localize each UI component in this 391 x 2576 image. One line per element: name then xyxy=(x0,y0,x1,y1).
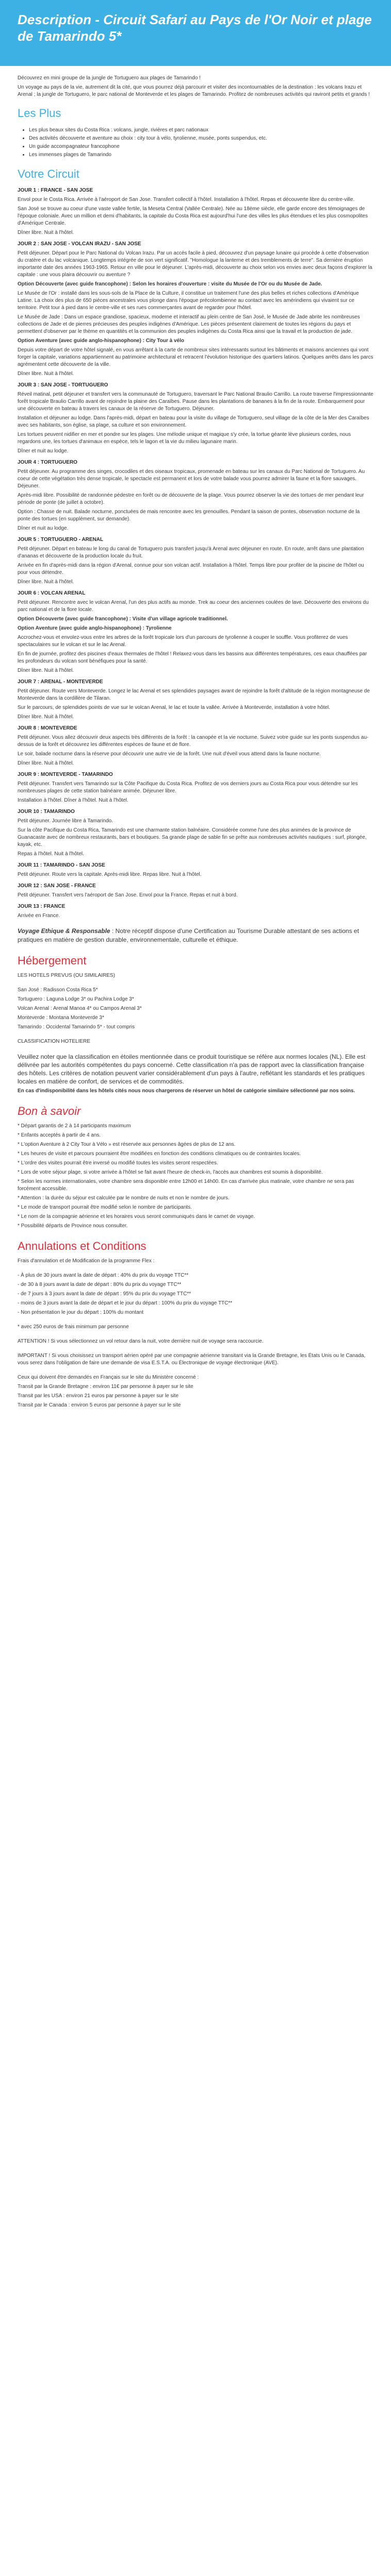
day-paragraph: Sur la côte Pacifique du Costa Rica, Tamarindo est une charmante station balnéaire. Considérée comme l'une des plus animées de la province de Guanacaste avec de nombreux restaurants, bars et boutiques. Sa grande plage de sable fin se prête aux nombreuses activités nautiques : surf, plongée, kayak, etc. xyxy=(18,827,367,848)
day-block xyxy=(18,903,373,920)
annulation-item: - de 7 jours à 3 jours avant la date de départ : 95% du prix du voyage TTC** xyxy=(18,1291,191,1297)
transit-item: Transit par la Grande Bretagne : environ 11€ par personne à payer sur le site xyxy=(18,1384,193,1389)
classification-text: Veuillez noter que la classification en étoiles mentionnée dans ce produit touristique se réfère aux normes locales (NL). Elle est délivrée par les autorités compétentes du pays concerné. Cette classification n'a pas de rapport avec la classification française des hôtels. Les critères de notation peuvent varier considérablement d'un pays à l'autre, reflétant les standards et les pratiques locales en matière de confort, de services et de commodités. xyxy=(18,1053,366,1085)
day-title: JOUR 11 : TAMARINDO - SAN JOSE xyxy=(18,862,105,868)
list-item: • Les plus beaux sites du Costa Rica : volcans, jungle, rivières et parc nationaux xyxy=(29,126,373,134)
important-text: IMPORTANT ! Si vous choisissez un transport aérien opéré par une compagnie aérienne transitant via la Grande Bretagne, les États Unis ou le Canada, vous serez dans l'obligation de faire une demande de visa E.S.T.A. ou Électronique de voyage électronique (AVE). xyxy=(18,1353,366,1366)
day-paragraph: Petit déjeuner. Rencontre avec le volcan Arenal, l'un des plus actifs au monde. Trek au coeur des anciennes coulées de lave. Découverte des environs du parc national et de la flore locale. xyxy=(18,600,369,613)
bon-savoir-item: * Possibilité départs de Province nous consulter. xyxy=(18,1223,128,1229)
bon-savoir-item: * Le nom de la compagnie aérienne et les horaires vous seront communiqués dans le carnet de voyage. xyxy=(18,1214,255,1219)
day-paragraph: Petit déjeuner. Transfert vers Tamarindo sur la Côte Pacifique du Costa Rica. Profitez de vos derniers jours au Costa Rica pour vous détendre sur les nombreuses plages de cette station balnéaire animée. Déjeuner libre. xyxy=(18,781,358,794)
list-item: • Les immenses plages de Tamarindo xyxy=(29,151,373,159)
annulations-intro: Frais d'annulation et de Modification de la programme Flex : xyxy=(18,1258,155,1264)
day-paragraph: Petit déjeuner. Départ pour le Parc National du Volcan Irazu. Par un accès facile à pied, découvrez d'un paysage lunaire qui procède à cette d'observation du cratère et du lac volcanique. Longtemps intégrée de son vert significatif. "Homologue la lanterne et des tremblements de terre". Sa dernière éruption importante date des années 1963-1965. Retour en ville pour le déjeuner. L'après-midi, découverte au choix selon vos envies avec deux façons d'explorer la capitale : une vous plaira découvrir ou aventure ? xyxy=(18,250,372,278)
bon-savoir-item: * Lors de votre séjour plage, si votre arrivée à l'hôtel se fait avant l'heure de check-in, l'accès aux chambres est soumis à disponibilité. xyxy=(18,1170,323,1175)
annulation-item: - moins de 3 jours avant la date de départ et le jour du départ : 100% du prix du voyage TTC** xyxy=(18,1300,233,1306)
day-paragraph: En fin de journée, profitez des piscines d'eaux thermales de l'hôtel ! Relaxez-vous dans les bassins aux différentes températures, ces eaux chauffées par les profondeurs du volcan sont bénéfiques pour la santé. xyxy=(18,651,367,664)
day-title: JOUR 8 : MONTEVERDE xyxy=(18,725,77,731)
day-block xyxy=(18,771,373,804)
day-title: JOUR 9 : MONTEVERDE - TAMARINDO xyxy=(18,772,113,777)
day-title: JOUR 10 : TAMARINDO xyxy=(18,809,75,815)
day-paragraph: Dîner libre. Nuit à l'hôtel. xyxy=(18,714,74,720)
day-paragraph: Option : Chasse de nuit. Balade nocturne, ponctuées de mais rencontre avec les grenouilles. Pendant la saison de pontes, observation nocturne de la ponte des tortues (en supplément, sur demande). xyxy=(18,509,360,522)
bon-savoir-item: * Selon les normes internationales, votre chambre sera disponible entre 12h00 et 14h00. En cas d'arrivée plus matinale, votre chambre ne sera pas forcément accessible. xyxy=(18,1179,354,1192)
day-option: Option Aventure (avec guide anglo-hispanophone) : Tyrolienne xyxy=(18,625,172,631)
day-block xyxy=(18,187,373,236)
day-paragraph: Le Musée de Jade : Dans un espace grandiose, spacieux, moderne et interactif au plein centre de San José, le Musée de Jade abrite les nombreuses collections de Jade et de pierres précieuses des peuples indigènes d'Amérique. Les pièces présentent clairement de toutes les régions du pays et permettent d'observer par le thème en quantités et la communion des peuples indigènes du Costa Rica ainsi que la travail et la production de jade. xyxy=(18,314,360,334)
day-title: JOUR 5 : TORTUGUERO - ARENAL xyxy=(18,537,104,543)
hotels-subheading: LES HOTELS PREVUS (OU SIMILAIRES) xyxy=(18,973,115,978)
day-block xyxy=(18,459,373,532)
list-item: • Des activités découverte et aventure au choix : city tour à vélo, tyrolienne, musée, ponts suspendus, etc. xyxy=(29,134,373,143)
classification-heading: CLASSIFICATION HOTELIERE xyxy=(18,1039,90,1044)
day-paragraph: Dîner et nuit au lodge. xyxy=(18,526,69,531)
day-paragraph: Dîner libre. Nuit à l'hôtel. xyxy=(18,760,74,766)
day-paragraph: Accrochez-vous et envolez-vous entre les arbres de la forêt tropicale lors d'un parcours de tyrolienne à couper le souffle. Vous profiterez de vues spectaculaires sur le volcan et sur le lac Arenal. xyxy=(18,635,348,648)
annulation-item: - de 30 à 8 jours avant la date de départ : 80% du prix du voyage TTC** xyxy=(18,1282,182,1287)
day-paragraph: Arrivée en fin d'après-midi dans la région d'Arenal, connue pour son volcan actif. Installation à l'hôtel. Temps libre pour profiter de la piscine de l'hôtel ou pour vous détendre. xyxy=(18,563,364,575)
voyage-ethique-text: : Notre réceptif dispose d'une Certification au Tourisme Durable attestant de ses actions et pratiques en matière de gestion durable, environnementale, culturelle et éthique. xyxy=(18,927,359,943)
bon-savoir-item: * Attention : la durée du séjour est calculée par le nombre de nuits et non le nombre de jours. xyxy=(18,1195,230,1201)
hebergement-heading: Hébergement xyxy=(18,954,87,967)
day-paragraph: Petit déjeuner. Transfert vers l'aéroport de San Jose. Envol pour la France. Repas et nuit à bord. xyxy=(18,892,238,898)
day-paragraph: Envol pour le Costa Rica. Arrivée à l'aéroport de San Jose. Transfert collectif à l'hôtel. Installation à l'hôtel. Repas et découverte libre du centre-ville. xyxy=(18,197,355,202)
day-paragraph: Petit déjeuner. Route vers Monteverde. Longez le lac Arenal et ses splendides paysages avant de rejoindre la forêt d'altitude de la région montagneuse de Monteverde dans la cordillère de Tilaran. xyxy=(18,688,370,701)
day-title: JOUR 13 : FRANCE xyxy=(18,904,66,909)
attention-text: ATTENTION ! Si vous sélectionnez un vol retour dans la nuit, votre dernière nuit de voyage sera raccourcie. xyxy=(18,1338,264,1344)
day-title: JOUR 4 : TORTUGUERO xyxy=(18,460,77,465)
day-paragraph: Petit déjeuner. Vous allez découvrir deux aspects très différents de la forêt : la canopée et la vie nocturne. Suivez votre guide sur les ponts suspendus au-dessus de la forêt et découvrez les différentes espèces de faune et de flore. xyxy=(18,735,369,748)
day-option: Option Découverte (avec guide francophone) : Selon les horaires d'ouverture : visite du Musée de l'Or ou du Musée de Jade. xyxy=(18,281,322,287)
page-title: Description - Circuit Safari au Pays de l'Or Noir et plage de Tamarindo 5* xyxy=(18,12,372,44)
hotel-item: Monteverde : Montana Monteverde 3* xyxy=(18,1015,104,1021)
day-paragraph: San José se trouve au coeur d'une vaste vallée fertile, la Meseta Central (Vallée Centrale). Née au 18ème siècle, elle garde encore des témoignages de l'époque coloniale. Avec un million et demi d'habitants, la capitale du Costa Rica est aujourd'hui l'une des villes les plus étendues et les plus cosmopolites d'Amérique Centrale. xyxy=(18,206,368,226)
day-paragraph: Sur le parcours, de splendides points de vue sur le volcan Arenal, le lac et toute la vallée. Arrivée à Monteverde, installation à votre hôtel. xyxy=(18,705,330,710)
day-paragraph: Petit déjeuner. Départ en bateau le long du canal de Tortuguero puis transfert jusqu'à Arenal avec déjeuner en route. En route, arrêt dans une plantation d'ananas et découverte de la production locale du fruit. xyxy=(18,546,364,559)
day-paragraph: Après-midi libre. Possibilité de randonnée pédestre en forêt ou de découverte de la plage. Vous pourrez observer la vie des tortues de mer pendant leur période de ponte (de juillet à octobre). xyxy=(18,493,364,505)
transit-item: Transit par le Canada : environ 5 euros par personne à payer sur le site xyxy=(18,1402,181,1408)
day-block xyxy=(18,536,373,586)
day-title: JOUR 7 : ARENAL - MONTEVERDE xyxy=(18,679,103,685)
circuit-heading: Votre Circuit xyxy=(18,167,79,180)
day-block xyxy=(18,679,373,721)
day-block xyxy=(18,862,373,878)
hotel-item: Volcan Arenal : Arenal Manoa 4* ou Campos Arenal 3* xyxy=(18,1006,142,1011)
day-paragraph: Installation et déjeuner au lodge. Dans l'après-midi, départ en bateau pour la visite du village de Tortuguero, seul village de la côte de la Mer des Caraïbes avec ses habitants, son église, sa plage, sa culture et son environnement. xyxy=(18,415,369,428)
day-paragraph: Arrivée en France. xyxy=(18,913,60,919)
hotel-item: Tortuguero : Laguna Lodge 3* ou Pachira Lodge 3* xyxy=(18,996,134,1002)
day-paragraph: Dîner libre. Nuit à l'hôtel. xyxy=(18,579,74,585)
bon-savoir-item: * Le mode de transport pourrait être modifié selon le nombre de participants. xyxy=(18,1205,192,1210)
day-title: JOUR 2 : SAN JOSE - VOLCAN IRAZU - SAN JOSE xyxy=(18,241,141,247)
day-paragraph: Dîner libre. Nuit à l'hôtel. xyxy=(18,230,74,235)
day-paragraph: Installation à l'hôtel. Dîner à l'hôtel. Nuit à l'hôtel. xyxy=(18,798,128,803)
bon-savoir-item: * Les heures de visite et parcours pourraient être modifiées en fonction des conditions climatiques ou de contraintes locales. xyxy=(18,1151,301,1157)
header-banner xyxy=(0,0,391,66)
day-option: Option Découverte (avec guide francophone) : Visite d'un village agricole traditionnel. xyxy=(18,616,228,622)
day-block xyxy=(18,808,373,858)
day-option: Option Aventure (avec guide anglo-hispanophone) : City Tour à vélo xyxy=(18,338,184,344)
bon-savoir-item: * L'ordre des visites pourrait être inversé ou modifié toutes les visites seront respectées. xyxy=(18,1160,218,1166)
day-paragraph: Dîner et nuit au lodge. xyxy=(18,448,69,454)
day-paragraph: Dîner libre. Nuit à l'hôtel. xyxy=(18,371,74,377)
intro-paragraph: Un voyage au pays de la vie, autrement dit la cité, que vous pourrez déjà parcourir et visiter des incontournables de la destination : les volcans Irazu et Arenal ; la jungle de Tortuguero, le parc national de Monteverde et les plages de Tamarindo. Profitez de nombreuses activités qui raviront petits et grands ! xyxy=(18,84,370,97)
plus-list xyxy=(18,126,373,159)
day-paragraph: Repas à l'hôtel. Nuit à l'hôtel. xyxy=(18,851,84,857)
transit-item: Transit par les USA : environ 21 euros par personne à payer sur le site xyxy=(18,1393,179,1399)
intro-paragraph: Découvrez en mini groupe de la jungle de Tortuguero aux plages de Tamarindo ! xyxy=(18,75,201,81)
day-paragraph: Réveil matinal, petit déjeuner et transfert vers la communauté de Tortuguero, traversant le Parc National Braulio Carrillo. La route traverse l'impressionnante forêt tropicale Braulio Carrillo avant de rejoindre la plaine des Caraïbes. Pause dans les plantations de bananes à la fin de la route. Embarquement pour une découverte en bateau à travers les canaux de la réserve de Tortuguero. Déjeuner. xyxy=(18,392,373,412)
day-paragraph: Dîner libre. Nuit à l'hôtel. xyxy=(18,668,74,673)
bon-savoir-item: * Enfants acceptés à partir de 4 ans. xyxy=(18,1132,101,1138)
intro-section xyxy=(18,75,373,98)
day-paragraph: Petit déjeuner. Au programme des singes, crocodiles et des oiseaux tropicaux, promenade en bateau sur les canaux du Parc National de Tortuguero. Au coeur de cette végétation très dense tropicale, le spectacle est permanent et lors de votre balade vous pourrez admirer la faune et la flore sauvages. Déjeuner. xyxy=(18,469,365,489)
plus-heading: Les Plus xyxy=(18,107,61,120)
hotel-item: Tamarindo : Occidental Tamarindo 5* - tout compris xyxy=(18,1024,135,1030)
classification-warning: En cas d'indisponibilité dans les hôtels cités nous nous chargerons de réserver un hôtel de catégorie similaire sélectionné par nos soins. xyxy=(18,1088,355,1094)
annulations-heading: Annulations et Conditions xyxy=(18,1240,146,1252)
day-title: JOUR 1 : FRANCE - SAN JOSE xyxy=(18,188,93,193)
annulations-note: * avec 250 euros de frais minimum par personne xyxy=(18,1324,129,1330)
voyage-ethique-label: Voyage Ethique & Responsable xyxy=(18,927,110,935)
day-paragraph: Le Musée de l'Or : installé dans les sous-sols de la Place de la Culture, il constitue un traitement l'une des plus belles et riches collections d'Amérique Latine. La choix des plus de 650 pièces ancestrales vous plonge dans l'époque précolombienne au contact avec les amérindiens qui vivaient sur ce territoire. Petit tour à pied dans le centre-ville et ses rues commerçantes avant de regarder pour l'hôtel. xyxy=(18,291,359,311)
day-block xyxy=(18,382,373,455)
hotel-item: San José : Radisson Costa Rica 5* xyxy=(18,987,98,993)
day-paragraph: Le soir, balade nocturne dans la réserve pour découvrir une autre vie de la forêt. Une nuit d'éveil vous attend dans la faune nocturne. xyxy=(18,751,321,757)
day-block xyxy=(18,725,373,767)
main-content xyxy=(18,75,373,1411)
day-title: JOUR 12 : SAN JOSE - FRANCE xyxy=(18,883,96,889)
day-block xyxy=(18,883,373,899)
day-paragraph: Les tortues peuvent nidifier en mer et pondre sur les plages. Une mélodie unique et magique s'y crée, la tortue géante lève plusieurs cordes, nous regardons une, les tortues d'animaux en espèce, tels le lagon et la vie du milieu lagunaire marin. xyxy=(18,432,351,445)
day-block xyxy=(18,241,373,378)
list-item: • Un guide accompagnateur francophone xyxy=(29,143,373,151)
bon-savoir-heading: Bon à savoir xyxy=(18,1105,81,1117)
ministere-text: Ceux qui doivent être demandés en Français sur le site du Ministère concerné : xyxy=(18,1375,199,1380)
bon-savoir-item: * L'option Aventure à 2 City Tour à Vélo » est réservée aux personnes âgées de plus de 12 ans. xyxy=(18,1142,236,1147)
voyage-ethique xyxy=(18,927,373,944)
day-paragraph: Petit déjeuner. Route vers la capitale. Après-midi libre. Repas libre. Nuit à l'hôtel. xyxy=(18,872,202,877)
day-title: JOUR 3 : SAN JOSE - TORTUGUERO xyxy=(18,382,108,388)
bon-savoir-item: * Départ garantis de 2 à 14 participants maximum xyxy=(18,1123,131,1129)
annulation-item: - À plus de 30 jours avant la date de départ : 40% du prix du voyage TTC** xyxy=(18,1273,189,1278)
day-paragraph: Petit déjeuner. Journée libre à Tamarindo. xyxy=(18,818,113,824)
day-title: JOUR 6 : VOLCAN ARENAL xyxy=(18,590,86,596)
day-paragraph: Depuis votre départ de votre hôtel signalé, en vous arrêtant à la carte de nombreux sites intéressants surtout les bâtiments et maisons anciennes qui vont forger la capitale, variations appartiennent au patrimoine architectural et retracent l'évolution historique des quartiers latinos. Quelques arrêts dans les parcs agrémentent cette découverte de la ville. xyxy=(18,347,373,367)
day-block xyxy=(18,590,373,674)
annulation-item: - Non présentation le jour du départ : 100% du montant xyxy=(18,1310,144,1315)
